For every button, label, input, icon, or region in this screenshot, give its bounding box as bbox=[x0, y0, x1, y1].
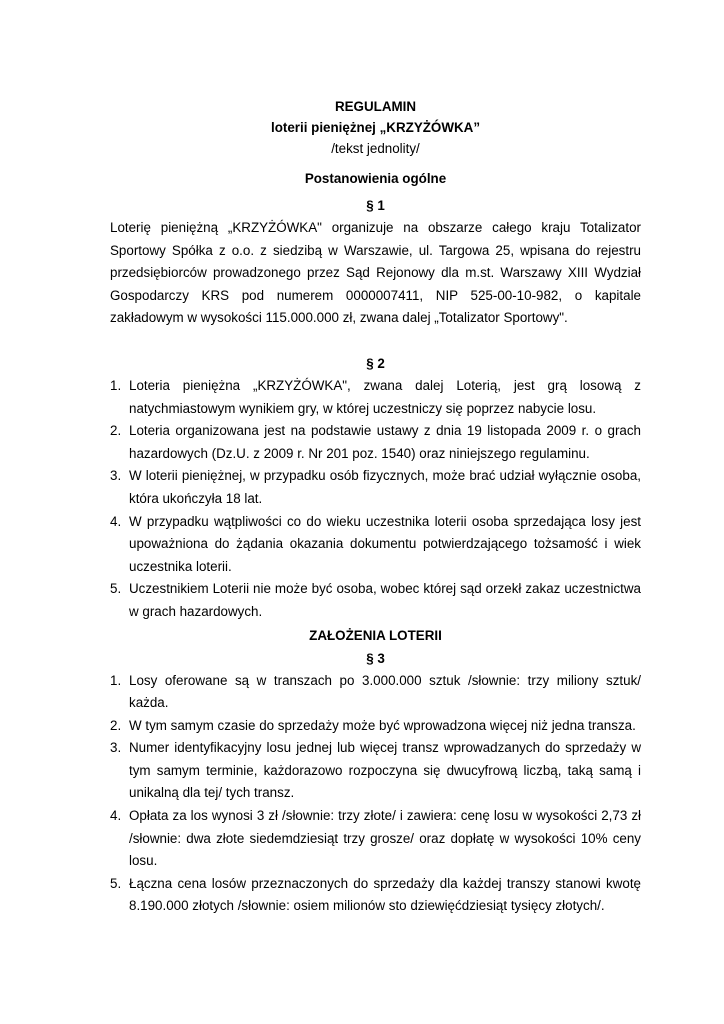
section-heading-assumptions: ZAŁOŻENIA LOTERII bbox=[309, 627, 442, 643]
list-item-text: Uczestnikiem Loterii nie może być osoba, wobec której sąd orzekł zakaz uczestnictwa w grach hazardowych. bbox=[129, 581, 641, 619]
paragraph-1-text: Loterię pieniężną „KRZYŻÓWKA" organizuje na obszarze całego kraju Totalizator Sportowy Spółka z o.o. z siedzibą w Warszawie, ul. Targowa 25, wpisana do rejestru przedsiębiorców prowadzonego przez Sąd Rejonowy dla m.st. Warszawy XIII Wydział Gospodarczy KRS pod numerem 0000007411, NIP 525-00-10-982, o kapitale zakładowym w wysokości 115.000.000 zł, zwana dalej „Totalizator Sportowy". bbox=[110, 220, 641, 326]
section-heading-general: Postanowienia ogólne bbox=[304, 171, 447, 186]
list-item-number: 2. bbox=[110, 717, 122, 733]
list-item bbox=[110, 375, 641, 420]
list-item-text: Loteria pieniężna „KRZYŻÓWKA", zwana dalej Loterią, jest grą losową z natychmiastowym wynikiem gry, w której uczestniczy się poprzez nabycie losu. bbox=[129, 377, 641, 416]
list-item-number: 4. bbox=[110, 513, 122, 529]
list-item-text: Losy oferowane są w transzach po 3.000.000 sztuk /słownie: trzy miliony sztuk/ każda. bbox=[129, 672, 641, 711]
paragraph-2-list bbox=[110, 375, 641, 624]
list-item-text: W przypadku wątpliwości co do wieku uczestnika loterii osoba sprzedająca losy jest upoważniona do żądania okazania dokumentu potwierdzającego tożsamość i wiek uczestnika loterii. bbox=[129, 513, 641, 574]
paragraph-mark-2: § 2 bbox=[366, 355, 385, 371]
document-page bbox=[110, 96, 641, 918]
list-item-text: Opłata za los wynosi 3 zł /słownie: trzy złote/ i zawiera: cenę losu w wysokości 2,73 zł /słownie: dwa złote siedemdziesiąt trzy grosze/ oraz dopłatę w wysokości 10% ceny losu. bbox=[129, 808, 641, 869]
list-item-text: W tym samym czasie do sprzedaży może być wprowadzona więcej niż jedna transza. bbox=[129, 717, 636, 733]
list-item bbox=[110, 737, 641, 805]
list-item-number: 5. bbox=[110, 875, 122, 891]
list-item bbox=[110, 511, 641, 579]
list-item-number: 1. bbox=[110, 377, 122, 393]
list-item-number: 1. bbox=[110, 672, 122, 688]
list-item bbox=[110, 465, 641, 510]
list-item-number: 3. bbox=[110, 740, 122, 756]
document-note: /tekst jednolity/ bbox=[331, 141, 420, 156]
list-item bbox=[110, 873, 641, 918]
list-item bbox=[110, 670, 641, 715]
paragraph-mark-3: § 3 bbox=[366, 650, 385, 666]
paragraph-mark-1: § 1 bbox=[366, 198, 385, 213]
list-item-text: Loteria organizowana jest na podstawie ustawy z dnia 19 listopada 2009 r. o grach hazardowych (Dz.U. z 2009 r. Nr 201 poz. 1540) oraz niniejszego regulaminu. bbox=[129, 423, 641, 461]
list-item-number: 3. bbox=[110, 468, 122, 484]
list-item bbox=[110, 805, 641, 873]
list-item bbox=[110, 578, 641, 623]
list-item-text: W loterii pieniężnej, w przypadku osób fizycznych, może brać udział wyłącznie osoba, która ukończyła 18 lat. bbox=[129, 468, 641, 506]
list-item-number: 2. bbox=[110, 423, 122, 439]
document-title: REGULAMIN bbox=[334, 99, 417, 114]
list-item bbox=[110, 420, 641, 465]
paragraph-3-list bbox=[110, 670, 641, 919]
list-item-number: 5. bbox=[110, 581, 122, 597]
document-subtitle: loterii pieniężnej „KRZYŻÓWKA” bbox=[270, 120, 481, 135]
list-item-text: Łączna cena losów przeznaczonych do sprzedaży dla każdej transzy stanowi kwotę 8.190.000 złotych /słownie: osiem milionów sto dziewięćdziesiąt tysięcy złotych/. bbox=[129, 875, 641, 914]
list-item-text: Numer identyfikacyjny losu jednej lub więcej transz wprowadzanych do sprzedaży w tym samym terminie, każdorazowo rozpoczyna się dwucyfrową liczbą, taką samą i unikalną dla tej/ tych transz. bbox=[129, 740, 641, 801]
list-item bbox=[110, 715, 641, 738]
list-item-number: 4. bbox=[110, 808, 122, 824]
